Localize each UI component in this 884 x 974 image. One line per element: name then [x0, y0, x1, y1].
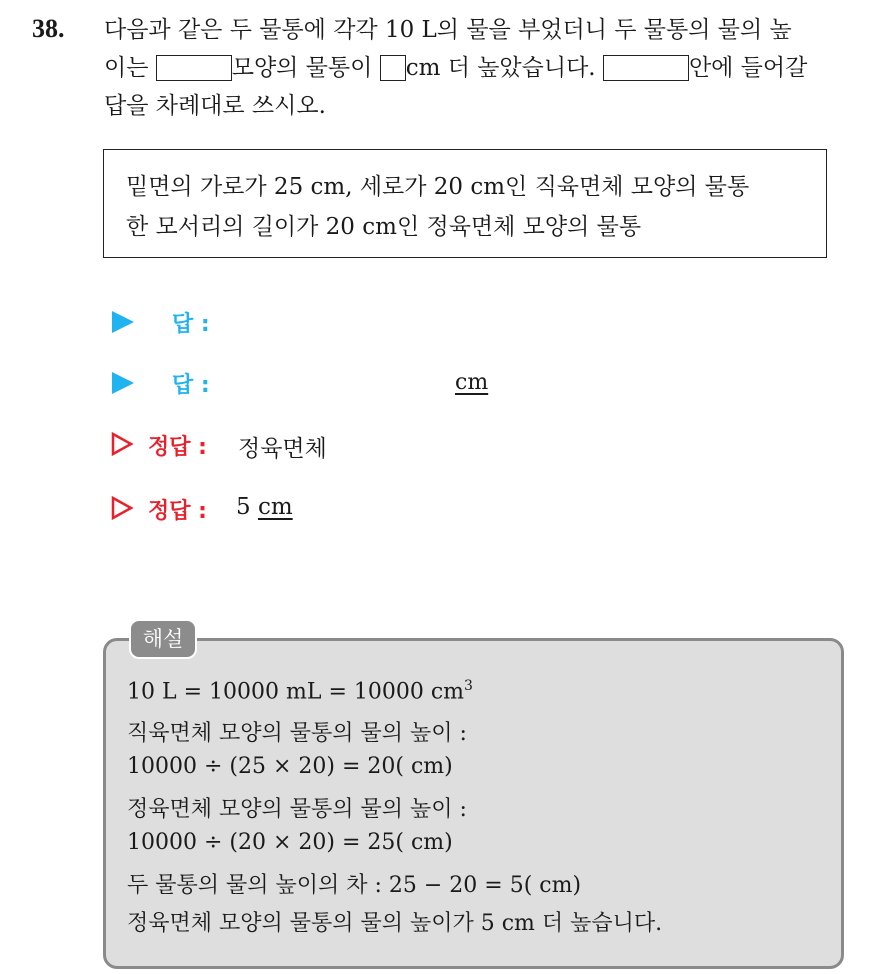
condition-item: 한 모서리의 길이가 20 cm인 정육면체 모양의 물통 — [126, 214, 642, 240]
correct-marker-icon — [111, 432, 133, 456]
correct-value-unit: cm — [257, 494, 293, 520]
correct-value — [236, 494, 293, 520]
solution-tag: 해설 — [129, 619, 197, 659]
answer-unit: cm — [455, 370, 489, 395]
correct-label: 정답 : — [148, 499, 207, 524]
question-text-line2 — [104, 52, 807, 84]
solution-line: 직육면체 모양의 물통의 물의 높이 : — [127, 721, 467, 746]
solution-line — [127, 678, 473, 704]
solution-line: 정육면체 모양의 물통의 물의 높이가 5 cm 더 높습니다. — [127, 911, 663, 936]
answer-marker-icon — [112, 311, 134, 333]
blank-box — [603, 55, 689, 81]
conditions-box — [103, 149, 827, 258]
correct-marker-icon — [111, 496, 133, 520]
answer-marker-icon — [112, 372, 134, 394]
question-text-segment: 이는 — [104, 55, 149, 81]
correct-label: 정답 : — [148, 435, 207, 460]
solution-line-superscript: 3 — [464, 678, 473, 694]
answer-label: 답 : — [172, 373, 210, 398]
solution-line: 10000 ÷ (20 × 20) = 25( cm) — [127, 830, 453, 855]
question-text-segment: 모양의 물통이 — [231, 55, 373, 81]
solution-line: 10000 ÷ (25 × 20) = 20( cm) — [127, 754, 453, 779]
solution-line: 정육면체 모양의 물통의 물의 높이 : — [127, 797, 467, 822]
condition-item: 밑면의 가로가 25 cm, 세로가 20 cm인 직육면체 모양의 물통 — [126, 174, 750, 200]
question-text-segment: 안에 들어갈 — [688, 55, 808, 81]
solution-line-text: 10 L = 10000 mL = 10000 cm — [127, 679, 465, 705]
question-text-segment: cm 더 높았습니다. — [405, 55, 596, 81]
question-text-line3: 답을 차례대로 쓰시오. — [104, 93, 326, 119]
correct-value-number: 5 — [236, 494, 251, 520]
blank-box — [156, 55, 232, 81]
solution-line: 두 물통의 물의 높이의 차 : 25 − 20 = 5( cm) — [127, 873, 582, 898]
correct-value: 정육면체 — [238, 436, 327, 462]
question-number: 38. — [32, 14, 65, 43]
blank-box — [380, 55, 406, 81]
question-text-line1: 다음과 같은 두 물통에 각각 10 L의 물을 부었더니 두 물통의 물의 높 — [104, 17, 792, 43]
answer-label: 답 : — [172, 312, 210, 337]
